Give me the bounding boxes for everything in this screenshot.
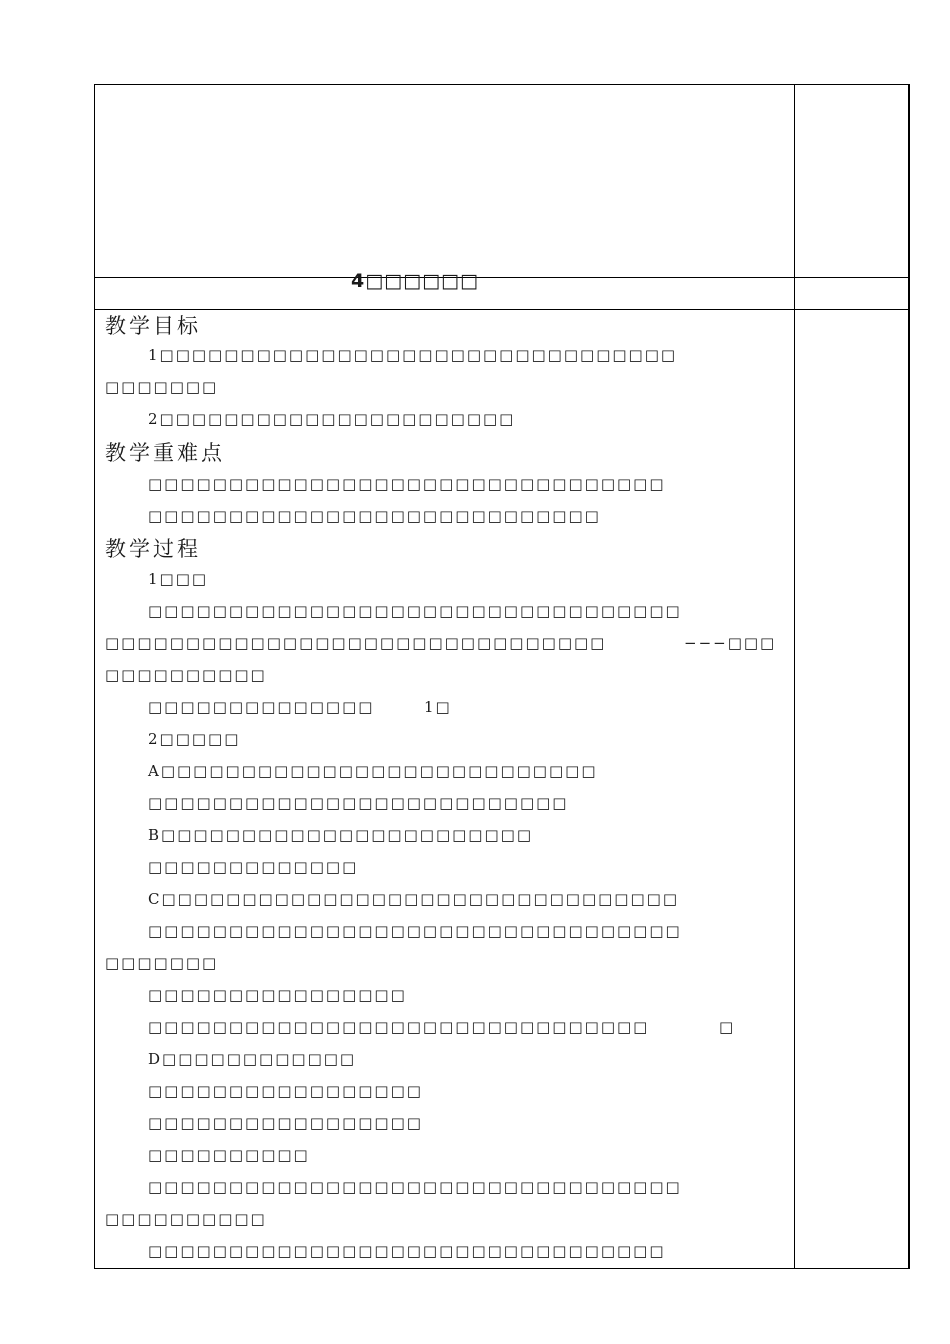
process-line: C□□□□□□□□□□□□□□□□□□□□□□□□□□□□□□□□ (148, 890, 679, 908)
process-line: □□□□□□□□□□□□□□□□□□□□□□□□□□□□□□□□□ (148, 922, 682, 940)
difficulty-2: □□□□□□□□□□□□□□□□□□□□□□□□□□□□ (148, 507, 601, 525)
title-row-bottom-border (94, 309, 910, 310)
process-line: 2□□□□□ (148, 730, 241, 748)
lesson-title: 4□□□□□□ (351, 270, 479, 292)
process-line: B□□□□□□□□□□□□□□□□□□□□□□□ (148, 826, 533, 844)
process-line: □□□□□□□□□□□□□□□□□□□□□□□□□□□□□□□□□ (148, 1178, 682, 1196)
process-line: □□□□□□□ (105, 954, 219, 972)
process-line: □□□□□□□□□□ (105, 666, 267, 684)
process-line: □□□□□□□□□□□□□□□□ (148, 986, 407, 1004)
goal-1-cont: □□□□□□□ (105, 378, 219, 396)
process-line: □□□□□□□□□□□□□ (148, 858, 359, 876)
process-line-tail: □ (719, 1018, 736, 1036)
process-line: □□□□□□□□□□ (105, 1210, 267, 1228)
process-line: □□□□□□□□□□□□□□□□□□□□□□□□□□□□□□□ (148, 1018, 650, 1036)
process-line: □□□□□□□□□□□□□□□□□□□□□□□□□□□□□□□□□ (148, 602, 682, 620)
process-line: A□□□□□□□□□□□□□□□□□□□□□□□□□□□ (148, 762, 598, 780)
process-line: □□□□□□□□□□□□□□□□□ (148, 1114, 423, 1132)
goal-2: 2□□□□□□□□□□□□□□□□□□□□□□ (148, 410, 516, 428)
goal-1: 1□□□□□□□□□□□□□□□□□□□□□□□□□□□□□□□□ (148, 346, 678, 364)
process-line: □□□□□□□□□□ (148, 1146, 310, 1164)
process-line: 1□□□ (148, 570, 209, 588)
process-line: □□□□□□□□□□□□□□□□□□□□□□□□□□□□□□□ (105, 634, 607, 652)
column-divider (794, 84, 795, 1269)
goals-heading: 教学目标 (105, 314, 201, 338)
process-line: □□□□□□□□□□□□□□□□□□□□□□□□□□ (148, 794, 569, 812)
process-heading: 教学过程 (105, 537, 201, 561)
process-line: □□□□□□□□□□□□□□□□□ (148, 1082, 423, 1100)
process-line: D□□□□□□□□□□□□ (148, 1050, 357, 1068)
process-line: □□□□□□□□□□□□□□ (148, 698, 375, 716)
process-line-tail: 1□ (424, 698, 452, 716)
process-line-tail: −−−□□□ (684, 634, 777, 652)
title-row-top-border (94, 277, 910, 278)
difficulty-1: □□□□□□□□□□□□□□□□□□□□□□□□□□□□□□□□ (148, 475, 666, 493)
process-line: □□□□□□□□□□□□□□□□□□□□□□□□□□□□□□□□ (148, 1242, 666, 1260)
difficulty-heading: 教学重难点 (105, 441, 225, 465)
